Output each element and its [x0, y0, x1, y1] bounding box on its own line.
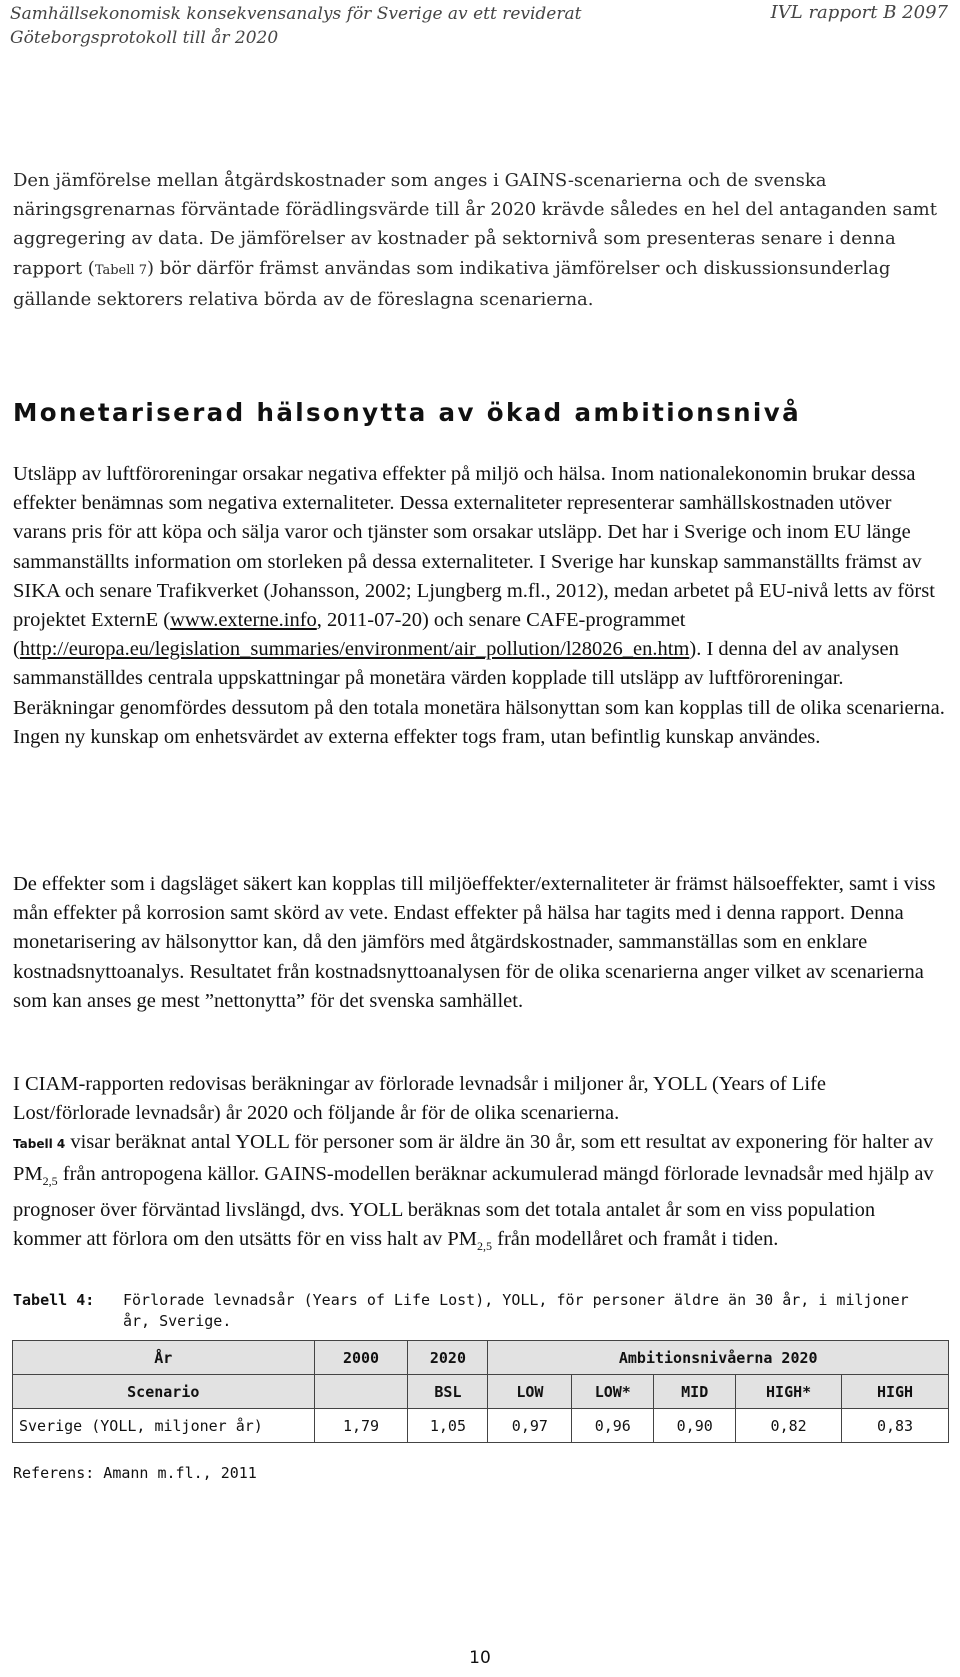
- value-2000: 1,79: [314, 1409, 408, 1443]
- header-empty: [314, 1375, 408, 1409]
- body-paragraph-2: De effekter som i dagsläget säkert kan kopplas till miljöeffekter/externaliteter är främst hälsoeffekter, samt i viss mån effekter på korrosion samt skörd av vete. Endast effekter på hälsa har tagits med i denna rapport. Denna monetarisering av hälsonyttor kan, då den jämförs med åtgärdskostnader, sammanställas som en enklare kostnadsnyttoanalys. Resultatet från kostnadsnyttoanalysen för de olika scenarierna anger vilket av scenarierna som kan anses ge mest ”nettonytta” för det svenska samhället.: [13, 873, 936, 1012]
- value-bsl: 1,05: [408, 1409, 488, 1443]
- header-high: HIGH: [842, 1375, 949, 1409]
- table-caption-text: Förlorade levnadsår (Years of Life Lost), YOLL, för personer äldre än 30 år, i miljoner år, Sverige.: [123, 1291, 909, 1330]
- value-low: 0,97: [488, 1409, 572, 1443]
- p3-text-a: I CIAM-rapporten redovisas beräkningar av förlorade levnadsår i miljoner år, YOLL (Years of Life Lost/förlorade levnadsår) år 2020 och följande år för de olika scenarierna.: [13, 1073, 827, 1125]
- externe-link[interactable]: www.externe.info: [170, 609, 317, 632]
- intro-paragraph: [13, 166, 938, 314]
- header-year: År: [13, 1341, 315, 1375]
- report-title-line1: Samhällsekonomisk konsekvensanalys för Sverige av ett reviderat: [10, 4, 582, 24]
- header-low-star: LOW*: [572, 1375, 654, 1409]
- header-low: LOW: [488, 1375, 572, 1409]
- value-high-star: 0,82: [736, 1409, 842, 1443]
- table-header-row-2: [13, 1375, 949, 1409]
- p1-text-c: ). I denna del av analysen sammanställdes centrala uppskattningar på monetära värden kopplade till utsläpp av luftföroreningar. Beräkningar genomfördes dessutom på den totala monetära hälsonyttan som kan kopplas till de olika scenarierna. Ingen ny kunskap om enhetsvärdet av externa effekter togs fram, utan befintlig kunskap användes.: [13, 638, 945, 748]
- section-heading: Monetariserad hälsonytta av ökad ambitionsnivå: [13, 398, 802, 427]
- value-mid: 0,90: [654, 1409, 736, 1443]
- body-paragraph-3: [13, 1070, 948, 1261]
- header-2020: 2020: [408, 1341, 488, 1375]
- header-mid: MID: [654, 1375, 736, 1409]
- row-label: Sverige (YOLL, miljoner år): [13, 1409, 315, 1443]
- header-high-star: HIGH*: [736, 1375, 842, 1409]
- report-id: IVL rapport B 2097: [770, 2, 948, 23]
- header-scenario: Scenario: [13, 1375, 315, 1409]
- pm-subscript-1: 2,5: [42, 1173, 58, 1188]
- table-4-reference: Tabell 4: [13, 1137, 66, 1152]
- report-title-line2: Göteborgsprotokoll till år 2020: [10, 28, 279, 48]
- page-header: [0, 0, 960, 52]
- yoll-table: [12, 1340, 949, 1443]
- table-caption-label: Tabell 4:: [13, 1291, 95, 1309]
- table-7-reference: Tabell 7: [94, 262, 147, 278]
- intro-text-1: Den jämförelse mellan åtgärdskostnader som anges i GAINS-scenarierna och de svenska näringsgrenarnas förväntade förädlingsvärde till år 2020 krävde således en hel del antaganden samt aggregering av data. De jämförelser av kostnader på sektornivå som presenteras senare i denna rapport (: [13, 170, 937, 279]
- europa-link[interactable]: http://europa.eu/legislation_summaries/environment/air_pollution/l28026_en.htm: [19, 638, 690, 661]
- body-paragraph-1: [13, 460, 948, 752]
- intro-text-2: ) bör därför främst användas som indikativa jämförelser och diskussionsunderlag gällande sektorers relativa börda av de föreslagna scenarierna.: [13, 257, 891, 310]
- p3-text-c: från antropogena källor. GAINS-modellen beräknar ackumulerad mängd förlorade levnadsår med hjälp av prognoser över förväntad livslängd, dvs. YOLL beräknas som det totala antalet år som en viss population kommer att förlora om den utsätts för en viss halt av PM: [13, 1162, 934, 1251]
- report-title: [10, 2, 581, 50]
- header-ambition-levels: Ambitionsnivåerna 2020: [488, 1341, 949, 1375]
- header-2000: 2000: [314, 1341, 408, 1375]
- table-reference: Referens: Amann m.fl., 2011: [13, 1464, 257, 1482]
- p3-text-d: från modellåret och framåt i tiden.: [492, 1228, 779, 1251]
- header-bsl: BSL: [408, 1375, 488, 1409]
- value-high: 0,83: [842, 1409, 949, 1443]
- p1-text-a: Utsläpp av luftföroreningar orsakar negativa effekter på miljö och hälsa. Inom nationalekonomin brukar dessa effekter benämnas som negativa externaliteter. Dessa externaliteter representerar samhällskostnaden utöver varans pris för att köpa och sälja varor och tjänster som orsakar utsläpp. Det har i Sverige och inom EU länge sammanställts information om storleken på dessa externaliteter. I Sverige har kunskap sammanställts främst av SIKA och senare Trafikverket (Johansson, 2002; Ljungberg m.fl., 2012), medan arbetet på EU-nivå letts av först projektet ExternE (: [13, 463, 935, 632]
- table-header-row-1: [13, 1341, 949, 1375]
- value-low-star: 0,96: [572, 1409, 654, 1443]
- pm-subscript-2: 2,5: [477, 1239, 493, 1254]
- p1-text-b: , 2011-07-20) och senare CAFE-programmet (: [13, 609, 686, 661]
- table-row: [13, 1409, 949, 1443]
- page-number: 10: [469, 1648, 491, 1668]
- p3-text-b: visar beräknat antal YOLL för personer som är äldre än 30 år, som ett resultat av exponering för halter av PM: [13, 1131, 934, 1185]
